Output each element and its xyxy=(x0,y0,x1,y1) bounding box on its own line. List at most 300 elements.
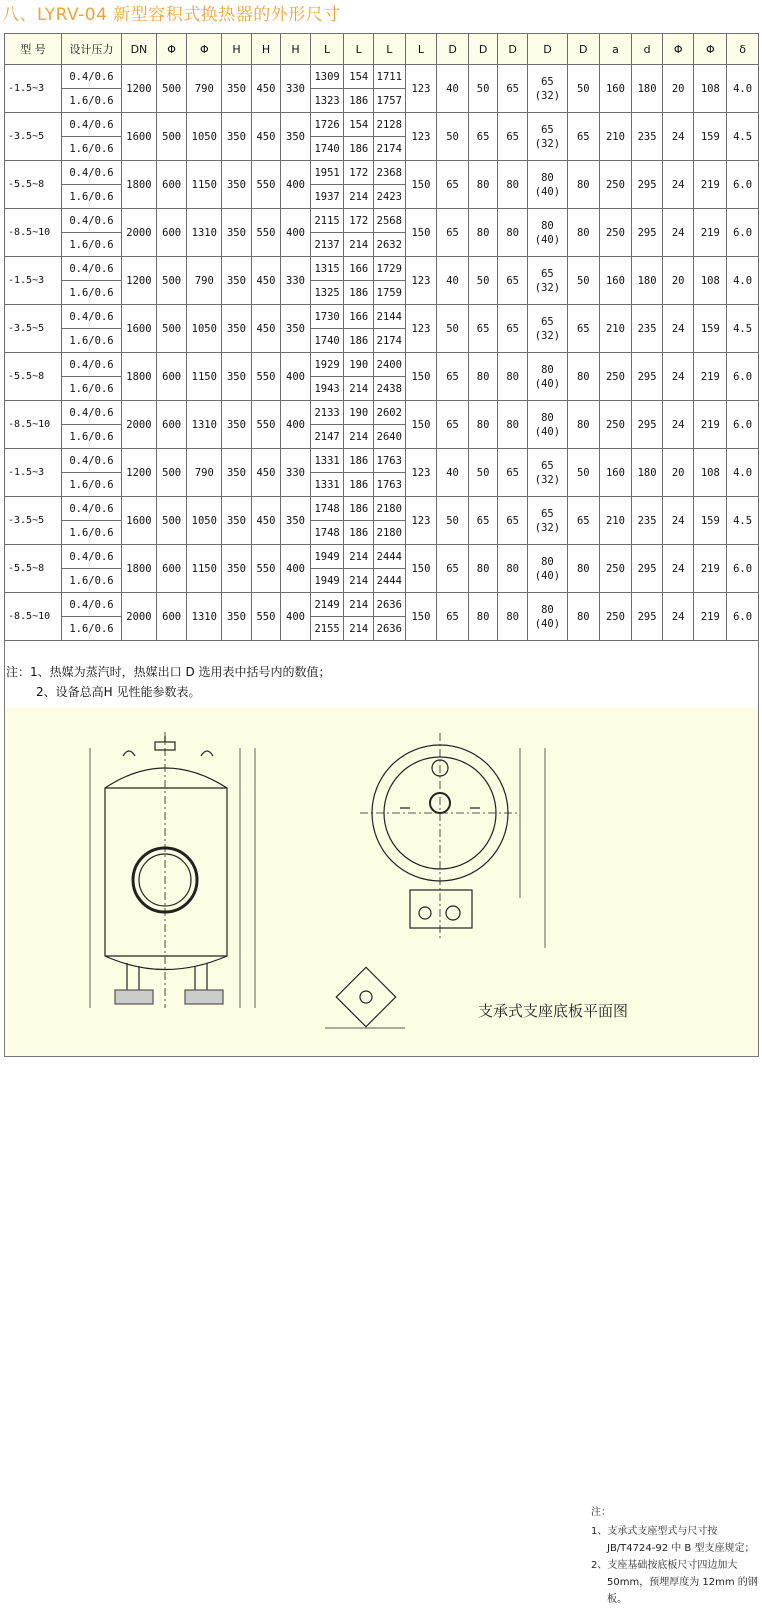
dimension-cell: 150 xyxy=(405,161,437,209)
dimension-cell: 600 xyxy=(156,353,187,401)
length-cell: 214 xyxy=(344,569,374,593)
pressure-cell: 0.4/0.6 xyxy=(61,305,121,329)
table-row xyxy=(5,593,759,617)
column-header: d xyxy=(632,34,663,65)
dimension-cell: 219 xyxy=(694,545,727,593)
outlet-diameter-value: 80 xyxy=(541,171,554,184)
dimension-cell: 2000 xyxy=(122,401,157,449)
length-cell: 2636 xyxy=(374,617,406,641)
length-cell: 2640 xyxy=(374,425,406,449)
dimension-cell: 330 xyxy=(281,65,311,113)
dimension-cell: 1800 xyxy=(122,353,157,401)
length-cell: 214 xyxy=(344,425,374,449)
pressure-cell: 1.6/0.6 xyxy=(61,329,121,353)
outlet-diameter-cell xyxy=(527,161,567,209)
dimension-cell: 80 xyxy=(468,593,498,641)
column-header: Φ xyxy=(662,34,694,65)
length-cell: 190 xyxy=(344,401,374,425)
model-cell: -8.5~10 xyxy=(5,401,62,449)
dimension-cell: 550 xyxy=(251,209,281,257)
model-cell: -5.5~8 xyxy=(5,353,62,401)
outlet-diameter-value: 80 xyxy=(541,555,554,568)
column-header: L xyxy=(344,34,374,65)
length-cell: 166 xyxy=(344,257,374,281)
outlet-diameter-steam-value: (32) xyxy=(534,137,561,150)
dimension-cell: 4.0 xyxy=(727,65,759,113)
dimension-cell: 150 xyxy=(405,209,437,257)
outlet-diameter-value: 65 xyxy=(541,75,554,88)
length-cell: 2602 xyxy=(374,401,406,425)
dimension-cell: 500 xyxy=(156,449,187,497)
dimension-cell: 24 xyxy=(662,161,694,209)
length-cell: 186 xyxy=(344,329,374,353)
dimension-cell: 65 xyxy=(567,305,599,353)
dimension-cell: 4.5 xyxy=(727,497,759,545)
outlet-diameter-value: 65 xyxy=(541,507,554,520)
drawing-note-2: 2、支座基础按底板尺寸四边加大 50mm，预埋厚度为 12mm 的钢板。 xyxy=(591,1560,758,1605)
pressure-cell: 1.6/0.6 xyxy=(61,137,121,161)
table-row xyxy=(5,305,759,329)
dimension-cell: 50 xyxy=(567,257,599,305)
outlet-diameter-value: 80 xyxy=(541,411,554,424)
length-cell: 2115 xyxy=(310,209,344,233)
dimension-cell: 65 xyxy=(468,113,498,161)
dimension-cell: 123 xyxy=(405,65,437,113)
pressure-cell: 0.4/0.6 xyxy=(61,545,121,569)
length-cell: 1331 xyxy=(310,473,344,497)
dimension-cell: 65 xyxy=(437,545,469,593)
dimension-cell: 24 xyxy=(662,497,694,545)
dimension-cell: 80 xyxy=(498,209,528,257)
dimension-cell: 108 xyxy=(694,257,727,305)
outlet-diameter-cell xyxy=(527,449,567,497)
dimension-cell: 1050 xyxy=(187,113,222,161)
dimension-cell: 350 xyxy=(222,65,252,113)
outlet-diameter-cell xyxy=(527,305,567,353)
dimension-cell: 1150 xyxy=(187,353,222,401)
dimension-cell: 500 xyxy=(156,305,187,353)
outlet-diameter-steam-value: (40) xyxy=(534,233,561,246)
dimension-cell: 65 xyxy=(567,113,599,161)
dimension-cell: 80 xyxy=(567,353,599,401)
dimension-cell: 350 xyxy=(222,305,252,353)
dimension-cell: 1050 xyxy=(187,497,222,545)
drawing-note-title: 注： xyxy=(591,1507,611,1518)
dimension-cell: 1200 xyxy=(122,449,157,497)
dimension-cell: 80 xyxy=(567,545,599,593)
dimension-cell: 250 xyxy=(599,209,632,257)
dimension-cell: 500 xyxy=(156,497,187,545)
length-cell: 186 xyxy=(344,473,374,497)
model-cell: -1.5~3 xyxy=(5,65,62,113)
dimension-cell: 24 xyxy=(662,401,694,449)
drawing-area xyxy=(5,708,758,1605)
length-cell: 1759 xyxy=(374,281,406,305)
length-cell: 2128 xyxy=(374,113,406,137)
length-cell: 1309 xyxy=(310,65,344,89)
dimension-cell: 50 xyxy=(468,257,498,305)
length-cell: 1949 xyxy=(310,569,344,593)
outlet-diameter-value: 80 xyxy=(541,363,554,376)
outlet-diameter-value: 65 xyxy=(541,459,554,472)
dimension-cell: 210 xyxy=(599,305,632,353)
dimension-cell: 80 xyxy=(498,353,528,401)
dimension-cell: 65 xyxy=(498,257,528,305)
dimension-cell: 235 xyxy=(632,497,663,545)
outlet-diameter-value: 65 xyxy=(541,123,554,136)
dimension-cell: 80 xyxy=(498,401,528,449)
dimension-cell: 180 xyxy=(632,65,663,113)
dimension-cell: 500 xyxy=(156,113,187,161)
dimension-cell: 50 xyxy=(468,449,498,497)
dimension-cell: 400 xyxy=(281,545,311,593)
dimension-cell: 350 xyxy=(222,449,252,497)
pressure-cell: 1.6/0.6 xyxy=(61,233,121,257)
dimension-cell: 80 xyxy=(498,161,528,209)
dimension-cell: 6.0 xyxy=(727,161,759,209)
dimension-cell: 219 xyxy=(694,401,727,449)
dimension-cell: 400 xyxy=(281,161,311,209)
dimension-cell: 450 xyxy=(251,65,281,113)
dimension-cell: 400 xyxy=(281,209,311,257)
length-cell: 214 xyxy=(344,545,374,569)
model-cell: -8.5~10 xyxy=(5,593,62,641)
length-cell: 154 xyxy=(344,113,374,137)
dimension-cell: 450 xyxy=(251,113,281,161)
length-cell: 2147 xyxy=(310,425,344,449)
model-cell: -1.5~3 xyxy=(5,449,62,497)
dimension-cell: 123 xyxy=(405,449,437,497)
column-header: D xyxy=(498,34,528,65)
dimension-cell: 210 xyxy=(599,113,632,161)
length-cell: 1763 xyxy=(374,473,406,497)
dimension-cell: 80 xyxy=(567,161,599,209)
dimension-cell: 600 xyxy=(156,545,187,593)
dimension-cell: 150 xyxy=(405,401,437,449)
dimension-cell: 4.5 xyxy=(727,305,759,353)
column-header: 设计压力 xyxy=(61,34,121,65)
dimension-cell: 180 xyxy=(632,257,663,305)
dimension-cell: 550 xyxy=(251,161,281,209)
column-header: δ xyxy=(727,34,759,65)
dimension-cell: 350 xyxy=(281,497,311,545)
outlet-diameter-steam-value: (40) xyxy=(534,569,561,582)
dimension-cell: 50 xyxy=(567,449,599,497)
length-cell: 1951 xyxy=(310,161,344,185)
pressure-cell: 0.4/0.6 xyxy=(61,353,121,377)
dimension-cell: 2000 xyxy=(122,209,157,257)
table-row xyxy=(5,65,759,89)
length-cell: 2144 xyxy=(374,305,406,329)
dimension-cell: 123 xyxy=(405,113,437,161)
pressure-cell: 0.4/0.6 xyxy=(61,257,121,281)
dimension-cell: 80 xyxy=(468,545,498,593)
dimension-cell: 50 xyxy=(567,65,599,113)
dimension-cell: 65 xyxy=(437,353,469,401)
length-cell: 1763 xyxy=(374,449,406,473)
length-cell: 2133 xyxy=(310,401,344,425)
dimension-cell: 1050 xyxy=(187,305,222,353)
dimension-cell: 24 xyxy=(662,353,694,401)
column-header: H xyxy=(251,34,281,65)
dimension-cell: 65 xyxy=(498,305,528,353)
dimension-cell: 160 xyxy=(599,65,632,113)
pressure-cell: 0.4/0.6 xyxy=(61,65,121,89)
length-cell: 2149 xyxy=(310,593,344,617)
outlet-diameter-cell xyxy=(527,401,567,449)
dimension-cell: 6.0 xyxy=(727,209,759,257)
table-row xyxy=(5,497,759,521)
dimension-cell: 790 xyxy=(187,449,222,497)
outlet-diameter-value: 65 xyxy=(541,315,554,328)
column-header: L xyxy=(374,34,406,65)
model-cell: -3.5~5 xyxy=(5,305,62,353)
column-header: H xyxy=(222,34,252,65)
length-cell: 186 xyxy=(344,521,374,545)
dimension-cell: 1310 xyxy=(187,209,222,257)
length-cell: 1726 xyxy=(310,113,344,137)
dimension-cell: 65 xyxy=(498,449,528,497)
length-cell: 186 xyxy=(344,89,374,113)
outlet-diameter-steam-value: (32) xyxy=(534,89,561,102)
length-cell: 1711 xyxy=(374,65,406,89)
dimension-cell: 24 xyxy=(662,305,694,353)
pressure-cell: 1.6/0.6 xyxy=(61,569,121,593)
length-cell: 2568 xyxy=(374,209,406,233)
outlet-diameter-steam-value: (32) xyxy=(534,329,561,342)
length-cell: 1730 xyxy=(310,305,344,329)
length-cell: 154 xyxy=(344,65,374,89)
column-header: Φ xyxy=(156,34,187,65)
header-row xyxy=(5,34,759,65)
column-header: H xyxy=(281,34,311,65)
dimension-cell: 1600 xyxy=(122,497,157,545)
outlet-diameter-steam-value: (40) xyxy=(534,425,561,438)
pressure-cell: 1.6/0.6 xyxy=(61,89,121,113)
dimension-cell: 65 xyxy=(437,401,469,449)
dimension-cell: 500 xyxy=(156,65,187,113)
dimension-cell: 150 xyxy=(405,353,437,401)
dimension-cell: 80 xyxy=(468,353,498,401)
dimension-cell: 40 xyxy=(437,257,469,305)
dimension-cell: 250 xyxy=(599,545,632,593)
dimension-cell: 6.0 xyxy=(727,545,759,593)
model-cell: -8.5~10 xyxy=(5,209,62,257)
dimension-cell: 24 xyxy=(662,209,694,257)
length-cell: 214 xyxy=(344,185,374,209)
dimension-cell: 1150 xyxy=(187,545,222,593)
dimension-cell: 600 xyxy=(156,161,187,209)
dimension-cell: 50 xyxy=(437,305,469,353)
length-cell: 1740 xyxy=(310,329,344,353)
length-cell: 2632 xyxy=(374,233,406,257)
dimension-cell: 65 xyxy=(437,161,469,209)
dimension-cell: 20 xyxy=(662,449,694,497)
length-cell: 2423 xyxy=(374,185,406,209)
dimension-cell: 24 xyxy=(662,113,694,161)
dimension-cell: 80 xyxy=(468,161,498,209)
length-cell: 214 xyxy=(344,617,374,641)
dimension-cell: 500 xyxy=(156,257,187,305)
dimension-cell: 80 xyxy=(498,593,528,641)
length-cell: 1937 xyxy=(310,185,344,209)
column-header: Φ xyxy=(187,34,222,65)
note-line-2: 2、设备总高H 见性能参数表。 xyxy=(36,685,201,699)
pressure-cell: 0.4/0.6 xyxy=(61,497,121,521)
length-cell: 2174 xyxy=(374,137,406,161)
length-cell: 1729 xyxy=(374,257,406,281)
outlet-diameter-value: 80 xyxy=(541,219,554,232)
dimension-cell: 80 xyxy=(567,593,599,641)
model-cell: -3.5~5 xyxy=(5,497,62,545)
dimension-cell: 235 xyxy=(632,305,663,353)
dimension-cell: 1800 xyxy=(122,161,157,209)
dimension-cell: 180 xyxy=(632,449,663,497)
dimension-cell: 80 xyxy=(468,209,498,257)
length-cell: 166 xyxy=(344,305,374,329)
dimension-cell: 450 xyxy=(251,257,281,305)
table-row xyxy=(5,401,759,425)
dimension-cell: 65 xyxy=(567,497,599,545)
outlet-diameter-cell xyxy=(527,497,567,545)
dimension-cell: 790 xyxy=(187,65,222,113)
dimension-cell: 550 xyxy=(251,353,281,401)
dimension-cell: 250 xyxy=(599,401,632,449)
table-row xyxy=(5,449,759,473)
dimension-cell: 350 xyxy=(222,401,252,449)
dimension-cell: 350 xyxy=(222,353,252,401)
outlet-diameter-cell xyxy=(527,113,567,161)
dimension-cell: 160 xyxy=(599,257,632,305)
dimension-cell: 219 xyxy=(694,593,727,641)
dimension-cell: 250 xyxy=(599,353,632,401)
table-row xyxy=(5,209,759,233)
dimension-cell: 250 xyxy=(599,161,632,209)
pressure-cell: 0.4/0.6 xyxy=(61,449,121,473)
length-cell: 1325 xyxy=(310,281,344,305)
column-header: L xyxy=(310,34,344,65)
length-cell: 1740 xyxy=(310,137,344,161)
dimension-cell: 350 xyxy=(222,113,252,161)
dimension-cell: 400 xyxy=(281,593,311,641)
dimension-cell: 108 xyxy=(694,449,727,497)
dimension-cell: 1600 xyxy=(122,113,157,161)
base-plate-detail xyxy=(325,967,405,1028)
dimension-cell: 159 xyxy=(694,113,727,161)
outlet-diameter-cell xyxy=(527,65,567,113)
table-row xyxy=(5,113,759,137)
dimension-table xyxy=(4,33,759,641)
dimension-cell: 219 xyxy=(694,161,727,209)
outlet-diameter-steam-value: (32) xyxy=(534,281,561,294)
dimension-cell: 400 xyxy=(281,353,311,401)
dimension-cell: 1600 xyxy=(122,305,157,353)
dimension-cell: 295 xyxy=(632,209,663,257)
dimension-cell: 65 xyxy=(437,209,469,257)
pressure-cell: 1.6/0.6 xyxy=(61,281,121,305)
outlet-diameter-value: 65 xyxy=(541,267,554,280)
length-cell: 1748 xyxy=(310,497,344,521)
note-line-1: 注：1、热媒为蒸汽时，热媒出口 D 选用表中括号内的数值； xyxy=(6,665,331,679)
model-cell: -3.5~5 xyxy=(5,113,62,161)
dimension-cell: 450 xyxy=(251,305,281,353)
dimension-cell: 40 xyxy=(437,65,469,113)
column-header: a xyxy=(599,34,632,65)
dimension-cell: 330 xyxy=(281,449,311,497)
column-header: 型 号 xyxy=(5,34,62,65)
dimension-cell: 600 xyxy=(156,401,187,449)
dimension-cell: 65 xyxy=(468,305,498,353)
column-header: D xyxy=(527,34,567,65)
length-cell: 2155 xyxy=(310,617,344,641)
outlet-diameter-cell xyxy=(527,545,567,593)
column-header: Φ xyxy=(694,34,727,65)
dimension-cell: 550 xyxy=(251,593,281,641)
pressure-cell: 0.4/0.6 xyxy=(61,113,121,137)
length-cell: 2180 xyxy=(374,497,406,521)
pressure-cell: 0.4/0.6 xyxy=(61,161,121,185)
table-row xyxy=(5,161,759,185)
pressure-cell: 1.6/0.6 xyxy=(61,185,121,209)
model-cell: -5.5~8 xyxy=(5,545,62,593)
page-title: 八、LYRV-04 新型容积式换热器的外形尺寸 xyxy=(2,5,341,25)
dimension-cell: 20 xyxy=(662,65,694,113)
dimension-cell: 219 xyxy=(694,353,727,401)
heat-exchanger-drawing xyxy=(5,708,758,1056)
dimension-cell: 65 xyxy=(437,593,469,641)
dimension-cell: 235 xyxy=(632,113,663,161)
dimension-cell: 80 xyxy=(468,401,498,449)
outlet-diameter-steam-value: (40) xyxy=(534,377,561,390)
model-cell: -5.5~8 xyxy=(5,161,62,209)
dimension-cell: 80 xyxy=(567,209,599,257)
table-notes xyxy=(6,662,756,708)
dimension-cell: 550 xyxy=(251,401,281,449)
length-cell: 172 xyxy=(344,209,374,233)
dimension-cell: 1310 xyxy=(187,401,222,449)
dimension-cell: 159 xyxy=(694,305,727,353)
length-cell: 2400 xyxy=(374,353,406,377)
dimension-cell: 350 xyxy=(222,545,252,593)
dimension-cell: 450 xyxy=(251,449,281,497)
dimension-cell: 50 xyxy=(437,113,469,161)
dimension-cell: 295 xyxy=(632,401,663,449)
dimension-cell: 150 xyxy=(405,545,437,593)
length-cell: 2438 xyxy=(374,377,406,401)
dimension-cell: 123 xyxy=(405,257,437,305)
pressure-cell: 0.4/0.6 xyxy=(61,401,121,425)
length-cell: 1323 xyxy=(310,89,344,113)
dimension-cell: 24 xyxy=(662,593,694,641)
length-cell: 2444 xyxy=(374,569,406,593)
dimension-cell: 1310 xyxy=(187,593,222,641)
length-cell: 2180 xyxy=(374,521,406,545)
dimension-cell: 108 xyxy=(694,65,727,113)
length-cell: 1315 xyxy=(310,257,344,281)
dimension-cell: 40 xyxy=(437,449,469,497)
dimension-cell: 295 xyxy=(632,353,663,401)
pressure-cell: 1.6/0.6 xyxy=(61,425,121,449)
dimension-cell: 210 xyxy=(599,497,632,545)
dimension-cell: 295 xyxy=(632,161,663,209)
dimension-cell: 250 xyxy=(599,593,632,641)
dimension-cell: 4.5 xyxy=(727,113,759,161)
dimension-cell: 2000 xyxy=(122,593,157,641)
length-cell: 172 xyxy=(344,161,374,185)
dimension-cell: 295 xyxy=(632,545,663,593)
dimension-cell: 150 xyxy=(405,593,437,641)
dimension-cell: 65 xyxy=(498,497,528,545)
